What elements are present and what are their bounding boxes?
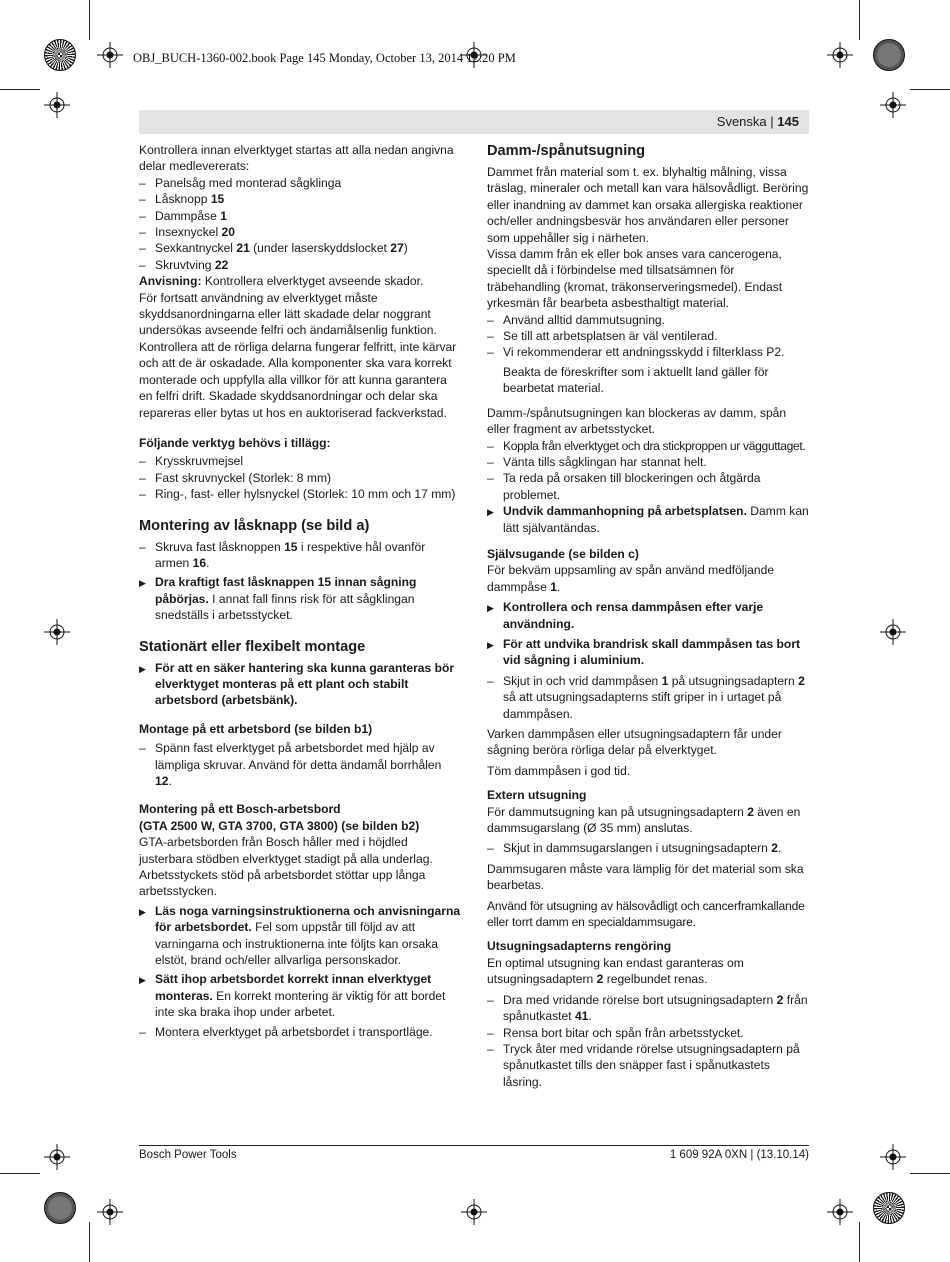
list-item: – Rensa bort bitar och spån från arbetsstycket.: [487, 1025, 809, 1041]
section-heading: Stationärt eller flexibelt montage: [139, 638, 366, 655]
header-separator: |: [770, 114, 774, 129]
list-item: – Se till att arbetsplatsen är väl ventilerad.: [487, 328, 809, 344]
list-item: – Krysskruvmejsel: [139, 453, 461, 469]
list-item: – Tryck åter med vridande rörelse utsugningsadaptern på spånutkastet tills den snäpper fast i spånutkastets låsring.: [487, 1041, 809, 1090]
list-item: – Dra med vridande rörelse bort utsugningsadaptern 2 från spånutkastet 41.: [487, 992, 809, 1025]
warning-item: ▶ För att en säker hantering ska kunna garanteras bör elverktyget monteras på ett plant och stabilt arbetsbord (arbetsbänk).: [139, 660, 461, 709]
body-paragraph: För dammutsugning kan på utsugningsadaptern 2 även en dammsugarslang (Ø 35 mm) anslutas.: [487, 804, 801, 836]
warning-item: ▶ För att undvika brandrisk skall dammpåsen tas bort vid sågning i aluminium.: [487, 636, 809, 669]
body-paragraph: Dammsugaren måste vara lämplig för det material som ska bearbetas.: [487, 861, 804, 893]
section-heading: Damm-/spånutsugning: [487, 143, 646, 159]
registration-rosette: [873, 1192, 905, 1224]
warning-item: ▶ Sätt ihop arbetsbordet korrekt innan elverktyget monteras. En korrekt montering är viktig för att bordet inte ska braka ihop under arbetet.: [139, 971, 461, 1020]
list-item: – Spänn fast elverktyget på arbetsbordet med hjälp av lämpliga skruvar. Använd för detta ändamål borrhålen 12.: [139, 740, 461, 789]
right-column: [487, 142, 809, 1090]
page-header: [139, 110, 809, 134]
crop-mark: [859, 1222, 860, 1262]
note-paragraph: Anvisning: Kontrollera elverktyget avseende skador.: [139, 274, 424, 289]
section-heading: Montering av låsknapp (se bild a): [139, 517, 370, 534]
crosshair-icon: [880, 619, 906, 645]
body-paragraph: För bekväm uppsamling av spån använd medföljande dammpåse 1.: [487, 563, 775, 594]
body-paragraph: GTA-arbetsborden från Bosch håller med i höjdled justerbara stödben elverktyget stadigt på alla underlag. Arbetsstyckets stöd på arbetsbordet stöttar upp långa arbetsstycken.: [139, 835, 433, 899]
subsection-heading: (GTA 2500 W, GTA 3700, GTA 3800) (se bilden b2): [139, 818, 420, 833]
crosshair-icon: [44, 92, 70, 118]
list-item: – Ta reda på orsaken till blockeringen och åtgärda problemet.: [487, 470, 809, 503]
crop-mark: [0, 89, 40, 90]
crosshair-icon: [827, 1199, 853, 1225]
list-item: – Skjut in dammsugarslangen i utsugningsadaptern 2.: [487, 840, 809, 856]
crop-mark: [89, 0, 90, 40]
list-item: – Låsknopp 15: [139, 191, 461, 207]
list-item: – Vi rekommenderar ett andningsskydd i filterklass P2.: [487, 344, 809, 360]
registration-rosette: [44, 39, 76, 71]
list-item: – Använd alltid dammutsugning.: [487, 312, 809, 328]
list-item: – Montera elverktyget på arbetsbordet i transportläge.: [139, 1024, 461, 1040]
tools-heading: Följande verktyg behövs i tillägg:: [139, 435, 331, 450]
footer-doc-id: 1 609 92A 0XN | (13.10.14): [669, 1149, 809, 1161]
subsection-heading: Extern utsugning: [487, 788, 587, 803]
crosshair-icon: [880, 1144, 906, 1170]
header-language: Svenska: [716, 114, 767, 129]
warning-item: ▶ Dra kraftigt fast låsknappen 15 innan sågning påbörjas. I annat fall finns risk för att sågklingan snedställs i arbetsstycket.: [139, 574, 461, 623]
body-paragraph: Damm-/spånutsugningen kan blockeras av damm, spån eller fragment av arbetsstycket.: [487, 405, 787, 437]
footer-rule: [139, 1145, 809, 1146]
warning-item: ▶ Kontrollera och rensa dammpåsen efter varje användning.: [487, 599, 809, 632]
subsection-heading: Montage på ett arbetsbord (se bilden b1): [139, 721, 373, 736]
crop-mark: [910, 1173, 950, 1174]
list-item: – Ring-, fast- eller hylsnyckel (Storlek: 10 mm och 17 mm): [139, 486, 461, 502]
left-column: [139, 142, 461, 1040]
subsection-heading: Utsugningsadapterns rengöring: [487, 939, 672, 954]
list-item: – Skruvtving 22: [139, 257, 461, 273]
note-paragraph: Beakta de föreskrifter som i aktuellt land gäller för bearbetat material.: [503, 364, 769, 396]
list-item: – Panelsåg med monterad sågklinga: [139, 175, 461, 191]
body-paragraph: Töm dammpåsen i god tid.: [487, 763, 631, 778]
crop-mark: [859, 0, 860, 40]
crop-mark: [89, 1222, 90, 1262]
list-item: – Skruva fast låsknoppen 15 i respektive hål ovanför armen 16.: [139, 539, 461, 572]
crosshair-icon: [44, 1144, 70, 1170]
list-item: – Fast skruvnyckel (Storlek: 8 mm): [139, 470, 461, 486]
crop-mark: [910, 89, 950, 90]
body-paragraph: En optimal utsugning kan endast garanteras om utsugningsadaptern 2 regelbundet renas.: [487, 955, 744, 987]
crosshair-icon: [44, 619, 70, 645]
registration-rosette: [44, 1192, 76, 1224]
crosshair-icon: [461, 1199, 487, 1225]
footer-brand: Bosch Power Tools: [139, 1149, 237, 1161]
list-item: – Vänta tills sågklingan har stannat helt.: [487, 454, 809, 470]
warning-item: ▶ Läs noga varningsinstruktionerna och anvisningarna för arbetsbordet. Fel som uppstår till följd av att varningarna och instruktionerna inte följts kan orsaka elstöt, brand och/eller allvarliga personskador.: [139, 903, 461, 969]
crosshair-icon: [97, 1199, 123, 1225]
list-item: – Insexnyckel 20: [139, 224, 461, 240]
body-paragraph: Varken dammpåsen eller utsugningsadaptern får under sågning beröra rörliga delar på elverktyget.: [487, 727, 782, 758]
list-item: – Koppla från elverktyget och dra stickproppen ur vägguttaget.: [487, 438, 809, 454]
crosshair-icon: [880, 92, 906, 118]
list-item: – Skjut in och vrid dammpåsen 1 på utsugningsadaptern 2 så att utsugningsadapterns stift griper in i urtaget på dammpåsen.: [487, 673, 809, 722]
page-number: 145: [777, 114, 799, 129]
crosshair-icon: [827, 42, 853, 68]
registration-rosette: [873, 39, 905, 71]
print-slug: OBJ_BUCH-1360-002.book Page 145 Monday, October 13, 2014 12:20 PM: [133, 51, 516, 65]
subsection-heading: Montering på ett Bosch-arbetsbord: [139, 802, 341, 817]
crop-mark: [0, 1173, 40, 1174]
list-item: – Sexkantnyckel 21 (under laserskyddslocket 27): [139, 240, 461, 256]
crosshair-icon: [97, 42, 123, 68]
header-page-label: [717, 114, 799, 129]
body-paragraph: Använd för utsugning av hälsovådligt och cancerframkallande eller torrt damm en specialdammsugare.: [487, 898, 805, 930]
list-item: – Dammpåse 1: [139, 208, 461, 224]
body-paragraph: Vissa damm från ek eller bok anses vara cancerogena, speciellt då i förbindelse med tillsatsämnen för träbehandling (kromat, träkonserveringsmedel). Endast yrkesmän får bearbeta asbesthaltigt material.: [487, 247, 783, 311]
note-body: För fortsatt användning av elverktyget måste skyddsanordningarna eller lätt skadade delar noggrant undersökas avseende felfri och ändamålsenlig funktion. Kontrollera att de rörliga delarna fungerar felfritt, inte kärvar och att de är oskadade. Alla komponenter ska vara korrekt monterade och uppfylla alla villkor för att kunna garantera en felfri drift. Skadade skyddsanordningar och delar ska repareras eller bytas ut hos en auktoriserad fackverkstad.: [139, 290, 457, 420]
intro-paragraph: Kontrollera innan elverktyget startas att alla nedan angivna delar medlevererats:: [139, 143, 454, 174]
subsection-heading: Självsugande (se bilden c): [487, 546, 639, 561]
body-paragraph: Dammet från material som t. ex. blyhaltig målning, vissa träslag, mineraler och metall kan vara hälsovådligt. Beröring eller inandning av dammet kan orsaka allergiska reaktioner och/eller andningsbesvär hos användaren eller personer som uppehåller sig i närheten.: [487, 165, 809, 245]
warning-item: ▶ Undvik dammanhopning på arbetsplatsen. Damm kan lätt självantändas.: [487, 503, 809, 536]
